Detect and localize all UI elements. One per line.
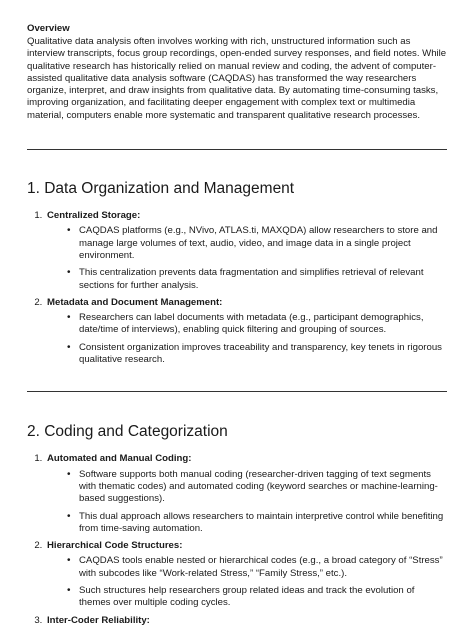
list-item	[45, 210, 447, 292]
section-heading-data-organization: 1. Data Organization and Management	[27, 180, 295, 198]
section-2-list	[27, 453, 447, 627]
overview-paragraph: Qualitative data analysis often involves working with rich, unstructured information such as interview transcripts, focus group recordings, open-ended survey responses, and field notes. While qualitative research has historically relied on manual review and coding, the advent of computer-assisted qualitative data analysis software (CAQDAS) has transformed the way researchers organize, interpret, and draw insights from qualitative data. By automating time-consuming tasks, improving organization, and facilitating deeper engagement with complex text or multimedia material, computers enable more systematic and transparent qualitative research processes.	[27, 36, 447, 121]
bullet-item	[67, 267, 447, 292]
bullet-text: This centralization prevents data fragmentation and simplifies retrieval of relevant sections for further analysis.	[79, 267, 424, 291]
section-divider	[27, 391, 447, 392]
bullet-icon: •	[67, 225, 71, 237]
section-heading-coding: 2. Coding and Categorization	[27, 423, 228, 441]
bullet-icon: •	[67, 341, 71, 353]
bullet-list	[47, 555, 447, 609]
bullet-icon: •	[67, 585, 71, 597]
list-item	[45, 615, 447, 627]
bullet-text: Researchers can label documents with metadata (e.g., participant demographics, date/time of interviews), enabling quick filtering and grouping of sources.	[79, 312, 424, 336]
bullet-icon: •	[67, 510, 71, 522]
bullet-list	[47, 225, 447, 291]
bullet-item	[67, 585, 447, 610]
bullet-icon: •	[67, 312, 71, 324]
bullet-icon: •	[67, 267, 71, 279]
bullet-item	[67, 312, 447, 337]
item-title: Centralized Storage:	[47, 210, 141, 222]
item-title: Automated and Manual Coding:	[47, 453, 192, 465]
list-item	[45, 453, 447, 535]
bullet-text: This dual approach allows researchers to maintain interpretive control while benefiting from time-saving automation.	[79, 510, 444, 534]
section-divider	[27, 149, 447, 150]
item-title: Metadata and Document Management:	[47, 296, 223, 308]
bullet-list	[47, 312, 447, 366]
overview-title: Overview	[27, 23, 70, 34]
bullet-text: CAQDAS platforms (e.g., NVivo, ATLAS.ti, MAXQDA) allow researchers to store and manage large volumes of text, audio, video, and image data in a single project environment.	[79, 225, 438, 261]
bullet-text: Such structures help researchers group related ideas and track the evolution of themes over multiple coding cycles.	[79, 585, 415, 609]
bullet-item	[67, 225, 447, 262]
bullet-text: CAQDAS tools enable nested or hierarchical codes (e.g., a broad category of “Stress” with subcodes like “Work-related Stress,” “Family Stress,” etc.).	[79, 555, 443, 579]
item-title: Inter-Coder Reliability:	[47, 614, 150, 626]
list-item	[45, 297, 447, 366]
bullet-icon: •	[67, 468, 71, 480]
bullet-list	[47, 469, 447, 535]
bullet-icon: •	[67, 555, 71, 567]
list-item	[45, 540, 447, 609]
bullet-item	[67, 469, 447, 506]
item-title: Hierarchical Code Structures:	[47, 540, 183, 552]
bullet-text: Consistent organization improves traceability and transparency, key tenets in rigorous qualitative research.	[79, 341, 442, 366]
bullet-text: Software supports both manual coding (researcher-driven tagging of text segments with thematic codes) and automated coding (keyword searches or machine-learning-based suggestions).	[79, 468, 438, 505]
section-1-list	[27, 210, 447, 366]
bullet-item	[67, 511, 447, 536]
bullet-item	[67, 342, 447, 367]
bullet-item	[67, 555, 447, 580]
